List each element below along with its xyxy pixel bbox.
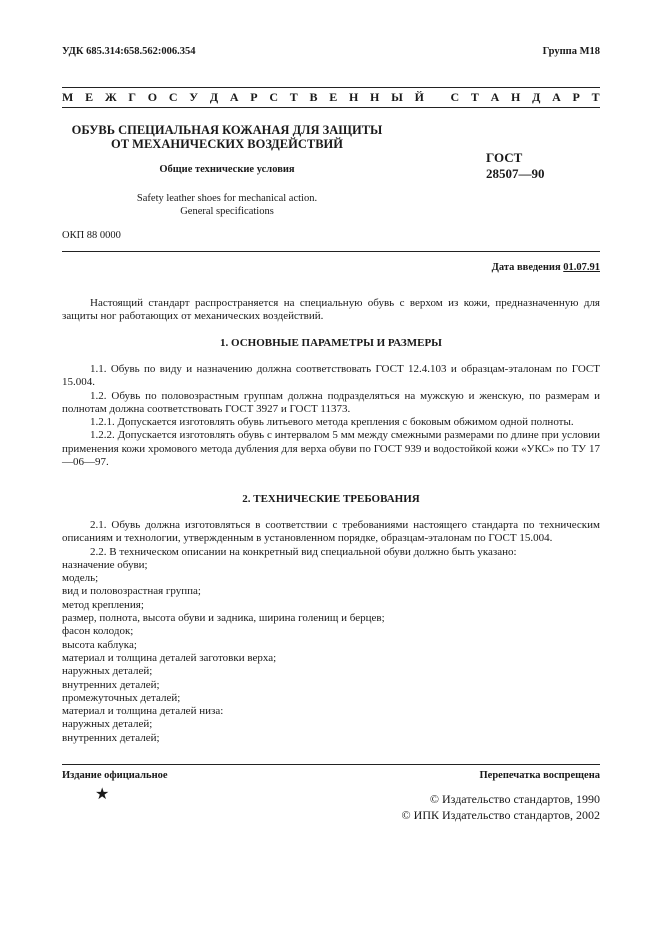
banner-letter: У	[189, 90, 199, 104]
banner-letter: А	[490, 90, 500, 104]
section-2-heading: 2. ТЕХНИЧЕСКИЕ ТРЕБОВАНИЯ	[242, 493, 420, 505]
banner-letter: С	[269, 90, 278, 104]
okp-code: ОКП 88 0000	[62, 230, 121, 241]
banner-letter: С	[168, 90, 178, 104]
list-item: высота каблука;	[62, 638, 137, 651]
intro-paragraph	[62, 297, 600, 324]
list-item: материал и толщина деталей заготовки верха;	[62, 651, 277, 664]
paragraph-1-2-2: 1.2.2. Допускается изготовлять обувь с интервалом 5 мм между смежными размерами по длине при условии применения кожи хромового метода дубления для верха обуви по ГОСТ 939 и водостойкой кожи «УКС» по ТУ 17—06—97.	[62, 429, 600, 469]
group-code: Группа М18	[542, 46, 600, 57]
section-2-body	[62, 519, 600, 745]
banner-letters	[62, 90, 600, 104]
paragraph-1-2-1: 1.2.1. Допускается изготовлять обувь литьевого метода крепления с боковым обжимом одной полноты.	[90, 416, 574, 429]
gost-number: 28507—90	[486, 166, 545, 181]
list-item: внутренних деталей;	[62, 731, 160, 744]
banner-letter: Д	[532, 90, 541, 104]
copyright-line-1: © Издательство стандартов, 1990	[429, 792, 600, 806]
section-1-body	[62, 363, 600, 469]
standard-banner	[62, 90, 600, 107]
paragraph-2-1: 2.1. Обувь должна изготовляться в соответствии с требованиями настоящего стандарта по техническим описаниям и технологии, утвержденным в установленном порядке, образцам-эталонам по ГОСТ 15.004.	[62, 519, 600, 545]
banner-letter: Р	[572, 90, 580, 104]
banner-letter: Н	[348, 90, 359, 104]
list-item: наружных деталей;	[62, 718, 153, 731]
list-item: внутренних деталей;	[62, 678, 160, 691]
banner-letter: Р	[250, 90, 258, 104]
banner-letter: Н	[370, 90, 380, 104]
banner-letter: В	[309, 90, 318, 104]
banner-word-gap	[436, 90, 439, 104]
banner-top-rule	[62, 87, 600, 88]
english-title-line-1: Safety leather shoes for mechanical action.	[136, 193, 318, 204]
list-item: размер, полнота, высота обуви и задника, ширина голенищ и берцев;	[62, 612, 385, 625]
gost-label: ГОСТ	[486, 150, 523, 165]
header-divider	[62, 251, 600, 252]
copyright-line-2: © ИПК Издательство стандартов, 2002	[401, 808, 600, 822]
introduction-date	[492, 262, 600, 273]
list-item: назначение обуви;	[62, 558, 148, 571]
banner-letter: Т	[591, 90, 600, 104]
list-item: промежуточных деталей;	[62, 691, 181, 704]
banner-letter: С	[450, 90, 460, 104]
banner-letter: Д	[209, 90, 219, 104]
date-label: Дата введения	[491, 262, 564, 273]
english-title-line-2: General specifications	[180, 206, 274, 217]
banner-letter: Т	[470, 90, 479, 104]
banner-letter: Ы	[391, 90, 403, 104]
banner-letter: Е	[329, 90, 338, 104]
banner-bottom-rule	[62, 107, 600, 108]
list-item: фасон колодок;	[62, 625, 134, 638]
banner-letter: Н	[511, 90, 521, 104]
banner-letter: А	[229, 90, 239, 104]
list-item: модель;	[62, 572, 99, 585]
section-1-heading: 1. ОСНОВНЫЕ ПАРАМЕТРЫ И РАЗМЕРЫ	[220, 337, 442, 349]
banner-letter: Й	[414, 90, 424, 104]
list-item: метод крепления;	[62, 598, 144, 611]
list-item: наружных деталей;	[62, 665, 153, 678]
paragraph-1-1: 1.1. Обувь по виду и назначению должна соответствовать ГОСТ 12.4.103 и образцам-эталонам по ГОСТ 15.004.	[62, 363, 600, 389]
gost-designation	[486, 150, 545, 182]
reprint-prohibited-label: Перепечатка воспрещена	[479, 770, 600, 781]
copyright-block	[402, 791, 600, 823]
document-title	[62, 123, 392, 151]
document-subtitle: Общие технические условия	[159, 164, 295, 175]
banner-letter: М	[62, 90, 74, 104]
official-edition-label: Издание официальное	[62, 770, 168, 781]
title-line-1: ОБУВЬ СПЕЦИАЛЬНАЯ КОЖАНАЯ ДЛЯ ЗАЩИТЫ	[71, 123, 383, 137]
paragraph-1-2: 1.2. Обувь по половозрастным группам должна подразделяться на мужскую и женскую, по размерам и полнотам должна соответствовать ГОСТ 3927 и ГОСТ 11373.	[62, 389, 600, 415]
requirements-list	[62, 559, 600, 745]
banner-letter: О	[147, 90, 158, 104]
paragraph-2-2: 2.2. В техническом описании на конкретный вид специальной обуви должно быть указано:	[90, 545, 517, 558]
english-title	[62, 192, 392, 218]
list-item: вид и половозрастная группа;	[62, 585, 201, 598]
banner-letter: Т	[289, 90, 298, 104]
title-line-2: ОТ МЕХАНИЧЕСКИХ ВОЗДЕЙСТВИЙ	[110, 137, 343, 151]
list-item: материал и толщина деталей низа:	[62, 705, 224, 718]
banner-letter: Ж	[104, 90, 117, 104]
banner-letter: А	[552, 90, 561, 104]
star-icon: ★	[95, 786, 110, 803]
intro-text: Настоящий стандарт распространяется на специальную обувь с верхом из кожи, предназначенную для защиты ног работающих от механических воздействий.	[62, 297, 600, 323]
footer-divider	[62, 764, 600, 765]
date-value: 01.07.91	[563, 262, 600, 273]
udk-code: УДК 685.314:658.562:006.354	[62, 46, 196, 57]
banner-letter: Г	[128, 90, 137, 104]
banner-letter: Е	[85, 90, 94, 104]
